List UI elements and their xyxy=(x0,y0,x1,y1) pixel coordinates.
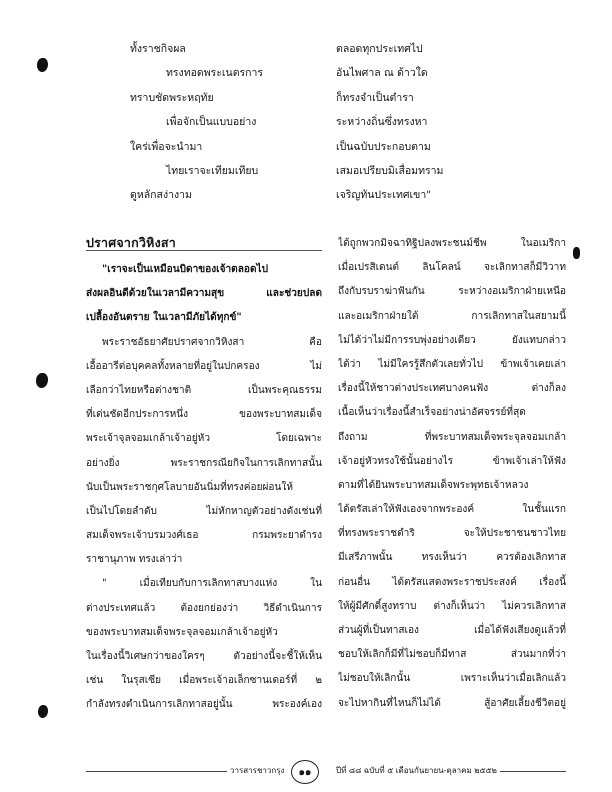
heading-divider xyxy=(86,250,322,251)
verse-line: อันไพศาล ณ ด้าวใด xyxy=(336,67,428,80)
body-line: เปลื้องอันตราย ในเวลามีภัยได้ทุกข์" xyxy=(86,312,242,324)
verse-line: ดูหลักสง่างาม xyxy=(130,189,192,202)
verse-line: เสมอเปรียบมิเสื่อมทราม xyxy=(336,164,444,177)
verse-line: เป็นฉบับประกอบตาม xyxy=(336,140,431,153)
body-line: ชอบให้เลิกก็มีที่ไม่ชอบก็มีทาส ส่วนมากที่ว่า xyxy=(338,649,566,661)
body-line: เป็นไปโดยลำดับ ไม่หักหาญตัวอย่างดังเช่นที่ xyxy=(86,505,322,517)
body-line: และอเมริกาฝ่ายใต้ การเลิกทาสในสยามนี้ xyxy=(338,310,566,322)
body-line: ก่อนอื่น ได้ตรัสแสดงพระราชประสงค์ เรื่องนี้ xyxy=(338,576,566,588)
verse-line: เพื่อจักเป็นแบบอย่าง xyxy=(166,116,257,129)
body-line: "เราจะเป็นเหมือนบิดาของเจ้าตลอดไป xyxy=(102,264,269,275)
body-line: จะไปหากินที่ไหนก็ไม่ได้ สู้อาศัยเลี้ยงชีวิตอยู่ xyxy=(338,697,566,709)
body-line: ไม่ได้ว่าไม่มีการรบพุ่งอย่างเดียว ยังแทบกล่าว xyxy=(338,334,566,346)
body-line: ได้ว่า ไม่มีใครรู้สึกตัวเลยทั่วไป ข้าพเจ้าเคยเล่า xyxy=(338,358,566,370)
body-line: ตามที่ได้ยินพระบาทสมเด็จพระพุทธเจ้าหลวง xyxy=(338,479,529,491)
body-line: ถึงกับรบราฆ่าฟันกัน ระหว่างอเมริกาฝ่ายเหนือ xyxy=(338,286,566,298)
verse-line: ระหว่างถิ่นซึ่งทรงหา xyxy=(336,116,428,129)
body-line: ได้ถูกพวกมิจฉาทิฐิปลงพระชนม์ชีพ ในอเมริกา xyxy=(338,238,566,249)
ink-spot xyxy=(37,58,48,72)
body-line: ในเรื่องนี้วิเศษกว่าของใครๆ ตัวอย่างนี้จะชี้ให้เห็น xyxy=(86,651,322,662)
ink-spot xyxy=(36,373,48,388)
body-line: กำลังทรงดำเนินการเลิกทาสอยู่นั้น พระองค์เอง xyxy=(86,699,322,711)
verse-line: ก็ทรงจำเป็นตำรา xyxy=(336,91,414,104)
body-line: เช่น ในรุสเซีย เมื่อพระเจ้าอเล็กซานเดอร์ที่ ๒ xyxy=(86,675,322,687)
verse-line: ทั้งราชกิจผล xyxy=(130,43,186,55)
verse-line: ตลอดทุกประเทศไป xyxy=(336,43,423,55)
body-line: ไม่ชอบให้เลิกนั้น เพราะเห็นว่าเมื่อเลิกแล้ว xyxy=(338,673,566,685)
ink-spot xyxy=(573,247,580,259)
body-line: ที่ทรงพระราชดำริ จะให้ประชาชนชาวไทย xyxy=(338,528,566,540)
section-heading: ปราศจากวิหิงสา xyxy=(86,235,176,250)
ink-spot xyxy=(38,705,48,718)
verse-line: ไทยเราจะเทียมเทียบ xyxy=(166,164,259,177)
body-left-column xyxy=(86,258,322,718)
body-line: ให้ผู้มีศักดิ์สูงทราบ ต่างก็เห็นว่า ไม่ควรเลิกทาส xyxy=(338,600,566,612)
body-line: เมื่อเปรสิเดนต์ ลินโคลน์ จะเลิกทาสก็มีวิวาท xyxy=(338,262,566,274)
body-line: เนื้อเห็นว่าเรื่องนี้สำเร็จอย่างน่าอัศจรรย์ที่สุด xyxy=(338,407,526,419)
verse-right-column xyxy=(336,37,443,208)
page-footer xyxy=(0,760,612,784)
body-line: ได้ตรัสเล่าให้ฟังเองจากพระองค์ ในชั้นแรก xyxy=(338,504,566,516)
body-line: เอื้ออารีต่อบุคคลทั้งหลายที่อยู่ในปกครอง ไม่ xyxy=(86,360,322,372)
body-line: มีเสรีภาพนั้น ทรงเห็นว่า ควรต้องเลิกทาส xyxy=(338,552,566,564)
body-line: ส่งผลอินดีด้วยในเวลามีความสุข และช่วยปลด xyxy=(86,288,322,300)
verse-left-column xyxy=(130,37,263,208)
body-line: เรื่องนี้ให้ชาวต่างประเทศบางคนฟัง ต่างก็ลง xyxy=(338,383,566,395)
verse-line: ทรงทอดพระเนตรการ xyxy=(166,67,264,80)
page-number-badge xyxy=(291,760,319,784)
body-line: นับเป็นพระราชกุศโลบายอันนิ่มที่ทรงค่อยผ่อนให้ xyxy=(86,481,293,493)
body-line: สมเด็จพระเจ้าบรมวงศ์เธอ กรมพระยาดำรง xyxy=(86,530,322,542)
verse-line: ทราบชัดพระหฤทัย xyxy=(130,91,214,104)
body-line: เจ้าอยู่หัวทรงใช้นั้นอย่างไร ข้าพเจ้าเล่าให้ฟัง xyxy=(338,455,566,467)
body-line: ที่เด่นชัดอีกประการหนึ่ง ของพระบาทสมเด็จ xyxy=(86,409,322,421)
publication-name: วารสารชาวกรุง xyxy=(227,764,287,777)
body-line: ถึงถาม ที่พระบาทสมเด็จพระจุลจอมเกล้า xyxy=(338,431,566,443)
body-line: เลือกว่าไทยหรือต่างชาติ เป็นพระคุณธรรม xyxy=(86,384,322,396)
body-right-column xyxy=(338,232,566,716)
body-line: " เมื่อเทียบกับการเลิกทาสบางแห่ง ใน xyxy=(102,578,322,590)
body-line: ส่วนผู้ที่เป็นทาสเอง เมื่อได้ฟังเสียงดูแล้วที่ xyxy=(338,625,566,636)
body-line: ต่างประเทศแล้ว ต้องยกย่องว่า วิธีดำเนินการ xyxy=(86,602,322,614)
body-line: พระราชอัธยาศัยปราศจากวิหิงสา คือ xyxy=(102,336,322,348)
body-line: อย่างยิ่ง พระราชกรณียกิจในการเลิกทาสนั้น xyxy=(86,457,322,469)
verse-line: ใคร่เพื่อจะนำมา xyxy=(130,140,203,153)
issue-info: ปีที่ ๘๘ ฉบับที่ ๕ เดือนกันยายน-ตุลาคม ๒๕๕๒ xyxy=(336,764,500,777)
body-line: ราชานุภาพ ทรงเล่าว่า xyxy=(86,554,183,566)
body-line: ของพระบาทสมเด็จพระจุลจอมเกล้าเจ้าอยู่หัว xyxy=(86,626,278,638)
verse-line: เจริญทันประเทศเขา" xyxy=(336,189,432,202)
body-line: พระเจ้าจุลจอมเกล้าเจ้าอยู่หัว โดยเฉพาะ xyxy=(86,433,322,445)
page-number: ๑๑ xyxy=(298,766,312,778)
